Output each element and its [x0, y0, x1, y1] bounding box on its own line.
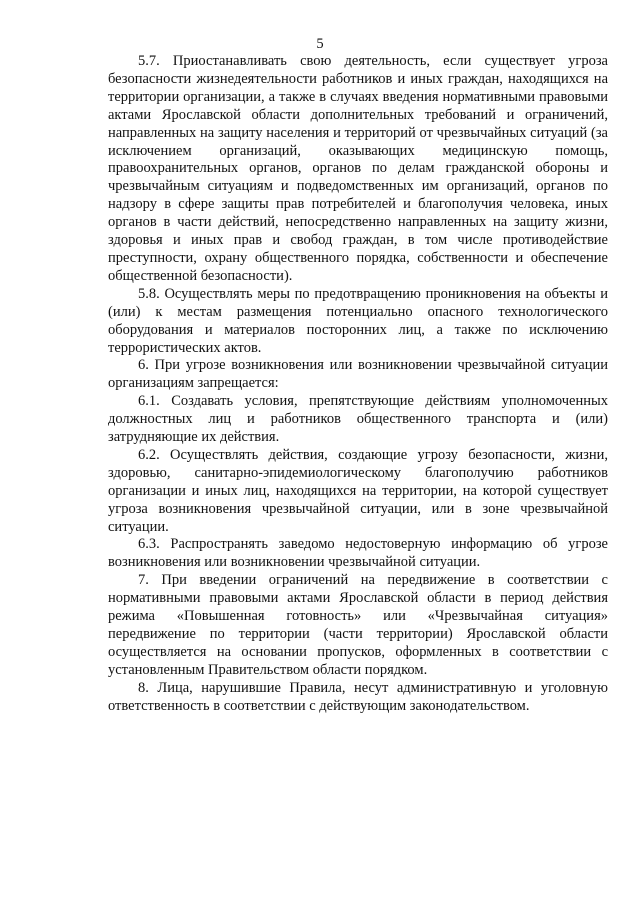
paragraph-5-7: 5.7. Приостанавливать свою деятельность, если существует угроза безопасности жизнедеятельности работников и иных граждан, находящихся на территории организации, а также в случаях введения нормативными правовыми актами Ярославской области дополнительных требований и ограничений, направленных на защиту населения и территорий от чрезвычайных ситуаций (за исключением организаций, оказывающих медицинскую помощь, правоохранительных органов, органов по делам гражданской обороны и чрезвычайным ситуациям и подведомственных им организаций, органов по надзору в сфере защиты прав потребителей и благополучия человека, иных органов в части действий, непосредственно направленных на защиту жизни, здоровья и иных прав и свобод граждан, в том числе противодействие преступности, охрану общественного порядка, собственности и обеспечение общественной безопасности). [108, 53, 608, 284]
paragraph-6-2: 6.2. Осуществлять действия, создающие угрозу безопасности, жизни, здоровью, санитарно-эпидемиологическому благополучию работников организации и иных лиц, находящихся на территории, на которой существует угроза возникновения чрезвычайной ситуации, или в зоне чрезвычайной ситуации. [108, 446, 608, 535]
paragraph-7: 7. При введении ограничений на передвижение в соответствии с нормативными правовыми актами Ярославской области в период действия режима «Повышенная готовность» или «Чрезвычайная ситуация» передвижение по территории (части территории) Ярославской области осуществляется на основании пропусков, оформленных в соответствии с установленным Правительством области порядком. [108, 572, 608, 678]
paragraph-8: 8. Лица, нарушившие Правила, несут административную и уголовную ответственность в соответствии с действующим законодательством. [108, 679, 608, 714]
document-body [108, 53, 608, 716]
page-number: 5 [316, 36, 324, 52]
paragraph-6-3: 6.3. Распространять заведомо недостоверную информацию об угрозе возникновения или возникновении чрезвычайной ситуации. [108, 536, 608, 571]
paragraph-6-1: 6.1. Создавать условия, препятствующие действиям уполномоченных должностных лиц и работников общественного транспорта и (или) затрудняющие их действия. [108, 393, 608, 446]
paragraph-6: 6. При угрозе возникновения или возникновении чрезвычайной ситуации организациям запрещается: [108, 357, 608, 392]
paragraph-5-8: 5.8. Осуществлять меры по предотвращению проникновения на объекты и (или) к местам размещения потенциально опасного технологического оборудования и материалов посторонних лиц, а также по исключению террористических актов. [108, 285, 608, 356]
